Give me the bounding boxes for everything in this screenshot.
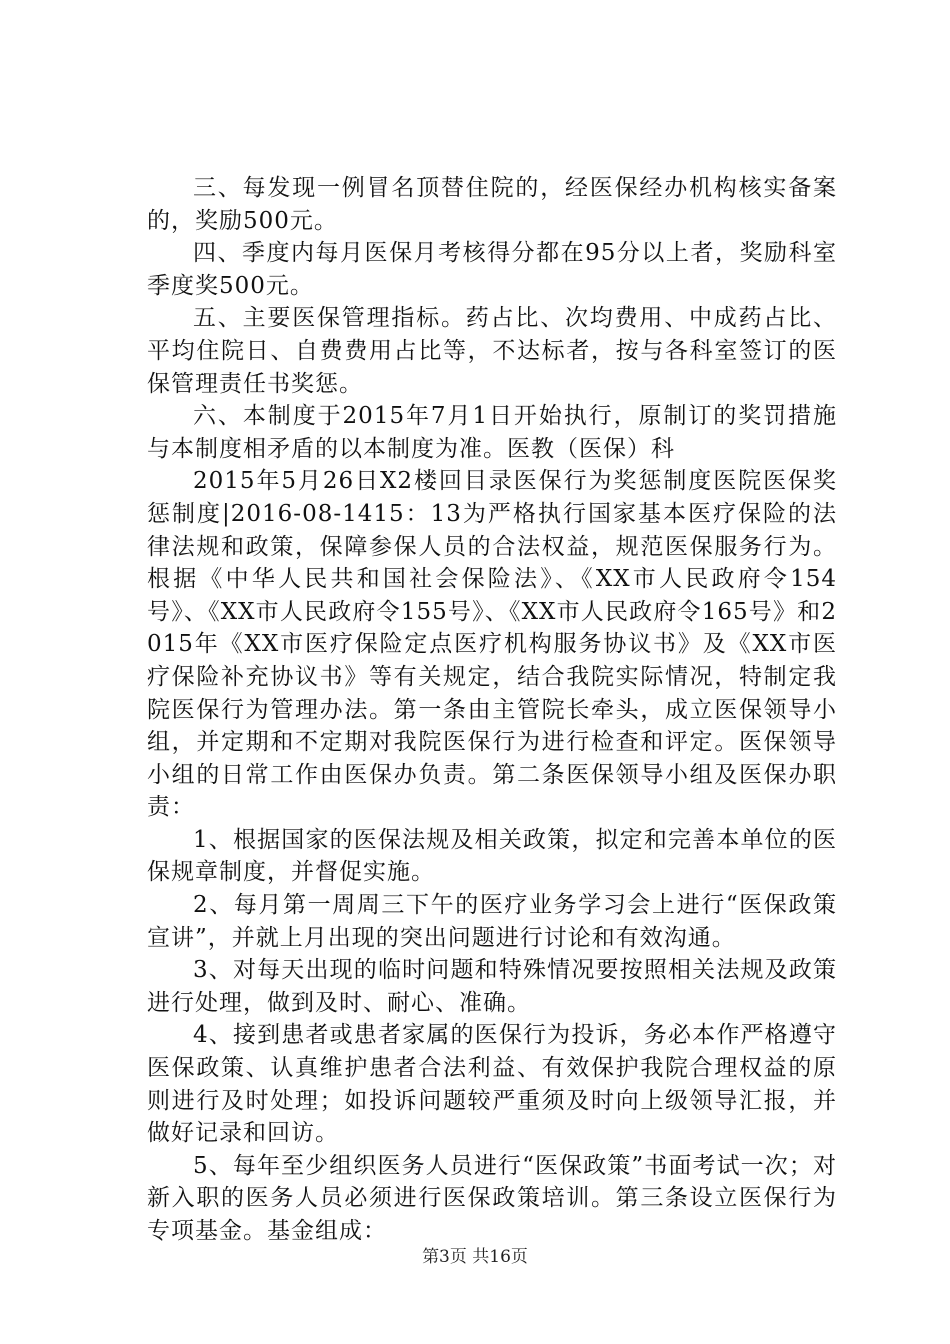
paragraph-duty-5: 5、每年至少组织医务人员进行“医保政策”书面考试一次；对新入职的医务人员必须进行医保政策培训。第三条设立医保行为专项基金。基金组成：	[147, 1152, 837, 1244]
paragraph-duty-2: 2、每月第一周周三下午的医疗业务学习会上进行“医保政策宣讲”，并就上月出现的突出问题进行讨论和有效沟通。	[147, 892, 837, 951]
paragraph-reward-impersonation: 三、每发现一例冒名顶替住院的，经医保经办机构核实备案的，奖励500元。	[147, 175, 837, 234]
page-number-footer: 第3页 共16页	[422, 1247, 528, 1267]
document-body	[147, 172, 837, 1248]
paragraph-effective-date: 六、本制度于2015年7月1日开始执行，原制订的奖罚措施与本制度相矛盾的以本制度为准。医教（医保）科	[147, 403, 837, 462]
paragraph-duty-3: 3、对每天出现的临时问题和特殊情况要按照相关法规及政策进行处理，做到及时、耐心、准确。	[147, 957, 837, 1016]
paragraph-duty-4: 4、接到患者或患者家属的医保行为投诉，务必本作严格遵守医保政策、认真维护患者合法利益、有效保护我院合理权益的原则进行及时处理；如投诉问题较严重须及时向上级领导汇报，并做好记录和回访。	[147, 1022, 837, 1147]
paragraph-reward-quarterly: 四、季度内每月医保月考核得分都在95分以上者，奖励科室季度奖500元。	[147, 240, 837, 299]
paragraph-duty-1: 1、根据国家的医保法规及相关政策，拟定和完善本单位的医保规章制度，并督促实施。	[147, 826, 837, 886]
paragraph-regulation-intro: 2015年5月26日X2楼回目录医保行为奖惩制度医院医保奖惩制度|2016-08-1415：13为严格执行国家基本医疗保险的法律法规和政策，保障参保人员的合法权益，规范医保服务行为。根据《中华人民共和国社会保险法》、《XX市人民政府令154号》、《XX市人民政府令155号》、《XX市人民政府令165号》和2015年《XX市医疗保险定点医疗机构服务协议书》及《XX市医疗保险补充协议书》等有关规定，结合我院实际情况，特制定我院医保行为管理办法。第一条由主管院长牵头，成立医保领导小组，并定期和不定期对我院医保行为进行检查和评定。医保领导小组的日常工作由医保办负责。第二条医保领导小组及医保办职责：	[147, 468, 837, 821]
paragraph-management-indicators: 五、主要医保管理指标。药占比、次均费用、中成药占比、平均住院日、自费费用占比等，不达标者，按与各科室签订的医保管理责任书奖惩。	[147, 305, 837, 397]
